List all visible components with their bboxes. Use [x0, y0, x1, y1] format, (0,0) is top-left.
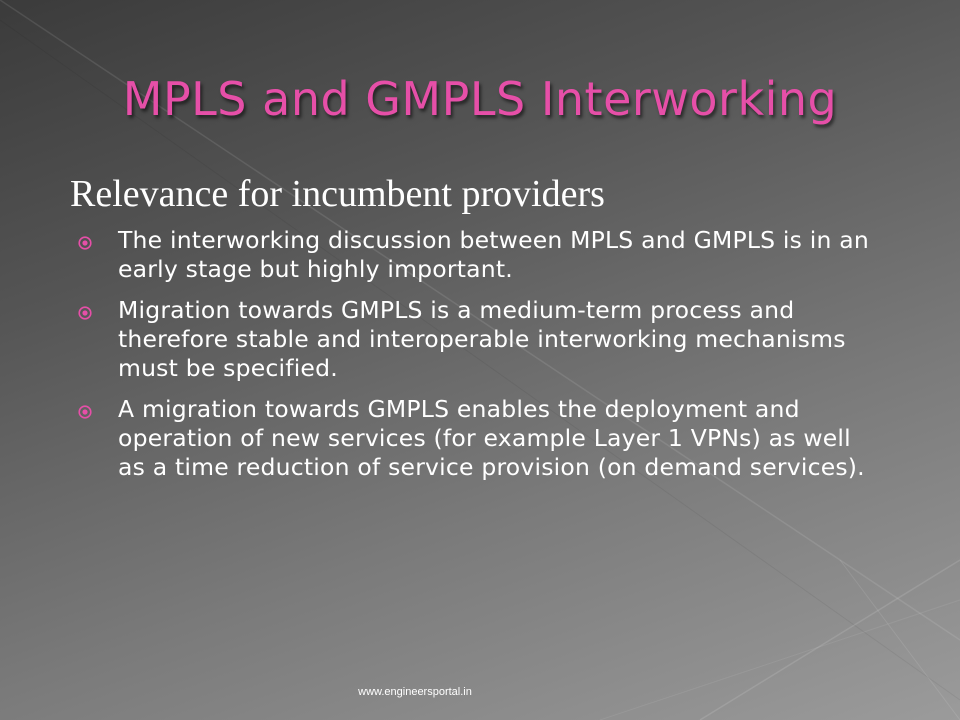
circled-dot-icon [78, 236, 92, 250]
circled-dot-icon [78, 306, 92, 320]
bullet-text: A migration towards GMPLS enables the deployment and operation of new services (for example Layer 1 VPNs) as well as a time reduction of service provision (on demand services). [118, 395, 865, 481]
footer-url: www.engineersportal.in [358, 686, 472, 698]
circled-dot-icon [78, 405, 92, 419]
bullet-item [78, 395, 878, 482]
bullet-item [78, 296, 878, 383]
bullet-list [78, 226, 878, 494]
slide-title: MPLS and GMPLS Interworking [122, 72, 838, 126]
bullet-text: Migration towards GMPLS is a medium-term process and therefore stable and interoperable interworking mechanisms must be specified. [118, 296, 846, 382]
slide-subtitle: Relevance for incumbent providers [70, 173, 605, 215]
bullet-text: The interworking discussion between MPLS and GMPLS is in an early stage but highly important. [118, 226, 869, 283]
bullet-item [78, 226, 878, 284]
